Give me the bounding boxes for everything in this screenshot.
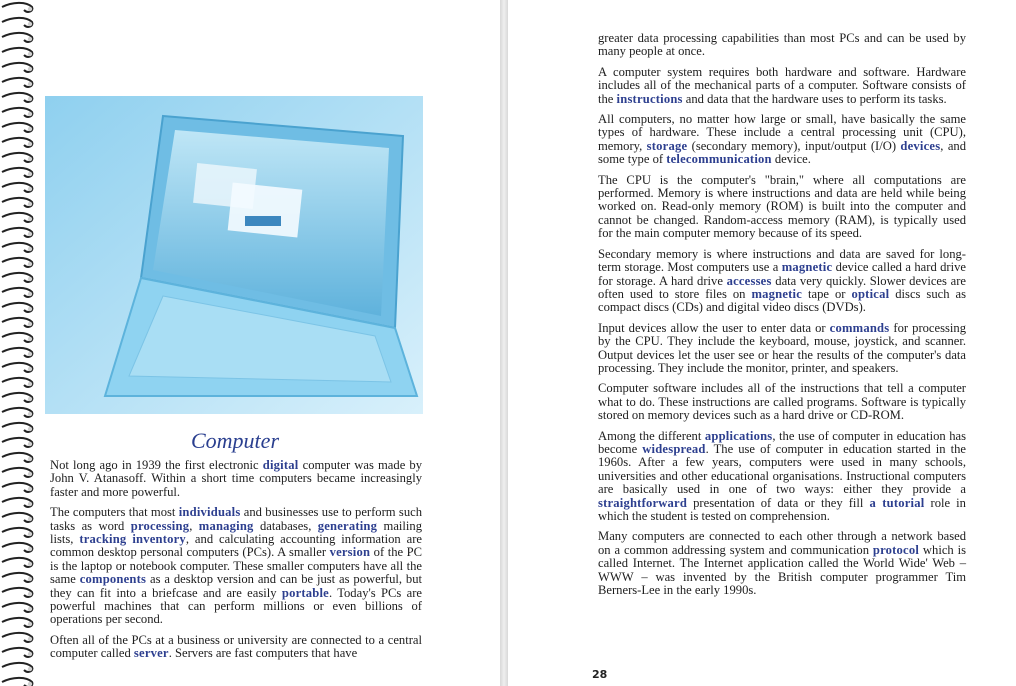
- text-run: . Servers are fast computers that have: [168, 646, 358, 661]
- keyword-highlight: accesses: [726, 273, 772, 288]
- binding-hole: [28, 622, 32, 626]
- paragraph: [598, 113, 966, 167]
- binding-hole: [28, 82, 32, 86]
- keyword-highlight: server: [133, 646, 169, 661]
- text-run: Many computers are connected to each other through a network based on a common addressing system and communication: [598, 529, 966, 557]
- binding-hole: [28, 487, 32, 491]
- spiral-binding: [0, 0, 40, 686]
- spiral-coil: [2, 573, 32, 582]
- binding-hole: [28, 172, 32, 176]
- text-run: which is called Internet. The Internet application called the World Wide' Web – WWW – was invented by the British computer programmer Tim Berners-Lee in the early 1990s.: [598, 542, 966, 598]
- chapter-title: Computer: [191, 428, 279, 453]
- paragraph: [598, 174, 966, 241]
- paragraph: [50, 506, 422, 627]
- spiral-coil: [2, 183, 32, 192]
- spiral-coil: [2, 408, 32, 417]
- book-gutter: [500, 0, 508, 686]
- spiral-coil: [2, 138, 32, 147]
- spiral-coil: [2, 123, 32, 132]
- spiral-coil: [2, 288, 32, 297]
- text-run: and businesses use to perform such tasks as word: [50, 505, 422, 533]
- paragraph: [50, 459, 422, 499]
- binding-hole: [28, 247, 32, 251]
- binding-hole: [28, 142, 32, 146]
- binding-hole: [28, 412, 32, 416]
- binding-hole: [28, 307, 32, 311]
- spiral-coil: [2, 348, 32, 357]
- spiral-coil: [2, 468, 32, 477]
- spiral-coil: [2, 3, 32, 12]
- binding-hole: [28, 592, 32, 596]
- text-run: The CPU is the computer's "brain," where all computations are performed. Memory is where instructions and data are held while being worked on. Read-only memory (ROM) is built into the computer and cannot be changed. Random-access memory (RAM), is typically used for the main computer memory because of its speed.: [598, 172, 966, 241]
- keyword-highlight: optical: [851, 286, 890, 301]
- text-run: , and calculating accounting information are common desktop personal computers (PCs). A smaller: [50, 532, 422, 560]
- binding-hole: [28, 127, 32, 131]
- text-run: mailing lists,: [50, 518, 422, 547]
- spiral-coil: [2, 318, 32, 327]
- keyword-highlight: instructions: [616, 91, 683, 106]
- keyword-highlight: magnetic: [781, 260, 833, 275]
- binding-hole: [28, 52, 32, 56]
- binding-hole: [28, 517, 32, 521]
- binding-hole: [28, 322, 32, 326]
- keyword-highlight: managing: [198, 518, 254, 533]
- binding-hole: [28, 187, 32, 191]
- text-run: device called a hard drive for storage. A hard drive: [598, 260, 967, 288]
- keyword-highlight: commands: [829, 320, 890, 335]
- spiral-coil: [2, 333, 32, 342]
- spiral-coil: [2, 33, 32, 42]
- binding-hole: [28, 607, 32, 611]
- text-run: . The use of computer in education started in the 1960s. After a few years, computers were used in many schools, universities and other educational organisations. Instructional computers are basically used in one of two ways: either they provide a: [598, 441, 966, 497]
- spiral-coil: [2, 663, 32, 672]
- spiral-coil: [2, 258, 32, 267]
- keyword-highlight: storage: [646, 138, 688, 153]
- text-run: , the use of computer in education has become: [598, 428, 966, 456]
- text-run: . Today's PCs are powerful machines that can perform millions or even billions of operations per second.: [50, 585, 422, 627]
- keyword-highlight: straightforward: [598, 495, 688, 510]
- spiral-coil: [2, 228, 32, 237]
- text-run: and data that the hardware uses to perform its tasks.: [682, 91, 947, 106]
- left-text-column: [50, 459, 422, 668]
- spiral-coil: [2, 18, 32, 27]
- binding-hole: [28, 37, 32, 41]
- binding-hole: [28, 577, 32, 581]
- binding-hole: [28, 217, 32, 221]
- paragraph: [598, 66, 966, 106]
- spiral-coil: [2, 198, 32, 207]
- text-run: presentation of data or they fill: [687, 495, 870, 510]
- text-run: greater data processing capabilities than most PCs and can be used by many people at once.: [598, 31, 966, 59]
- keyword-highlight: digital: [262, 458, 299, 472]
- text-run: All computers, no matter how large or small, have basically the same types of hardware. These include a central processing unit (CPU), memory,: [598, 112, 966, 153]
- binding-hole: [28, 337, 32, 341]
- spiral-coil: [2, 168, 32, 177]
- binding-hole: [28, 502, 32, 506]
- keyword-highlight: telecommunication: [666, 152, 772, 167]
- text-run: Input devices allow the user to enter data or: [598, 320, 830, 335]
- binding-hole: [28, 157, 32, 161]
- paragraph: [598, 430, 966, 524]
- spiral-coil: [2, 378, 32, 387]
- binding-hole: [28, 112, 32, 116]
- text-run: data very quickly. Slower devices are often used to store files on: [598, 273, 966, 301]
- spiral-coil: [2, 588, 32, 597]
- spiral-coil: [2, 498, 32, 507]
- text-run: as a desktop version and can be just as powerful, but they can fit into a briefcase and are easily: [50, 572, 422, 600]
- spiral-coil: [2, 453, 32, 462]
- binding-hole: [28, 277, 32, 281]
- binding-hole: [28, 382, 32, 386]
- text-run: Secondary memory is where instructions and data are saved for long-term storage. Most computers use a: [598, 246, 966, 275]
- spiral-coil: [2, 513, 32, 522]
- text-run: Among the different: [598, 428, 705, 443]
- text-run: device.: [771, 152, 811, 167]
- keyword-highlight: tracking: [79, 532, 127, 547]
- paragraph: [598, 322, 966, 376]
- binding-hole: [28, 532, 32, 536]
- keyword-highlight: applications: [704, 428, 773, 443]
- keyword-highlight: widespread: [642, 441, 706, 456]
- binding-hole: [28, 637, 32, 641]
- text-run: Computer software includes all of the instructions that tell a computer what to do. These instructions are called programs. Software is typically stored on memory devices such as a hard drive or CD-ROM.: [598, 381, 966, 423]
- binding-hole: [28, 547, 32, 551]
- spiral-coil: [2, 273, 32, 282]
- spiral-coil: [2, 603, 32, 612]
- keyword-highlight: a tutorial: [869, 495, 925, 510]
- binding-hole: [28, 67, 32, 71]
- spiral-coil: [2, 93, 32, 102]
- binding-hole: [28, 352, 32, 356]
- spiral-coil: [2, 243, 32, 252]
- binding-hole: [28, 202, 32, 206]
- spiral-coil: [2, 63, 32, 72]
- spiral-coil: [2, 528, 32, 537]
- binding-hole: [28, 562, 32, 566]
- spiral-coil: [2, 363, 32, 372]
- spiral-coil: [2, 303, 32, 312]
- binding-hole: [28, 457, 32, 461]
- spiral-coil: [2, 78, 32, 87]
- spiral-coil: [2, 153, 32, 162]
- page-number: 28: [592, 668, 608, 681]
- keyword-highlight: generating: [317, 518, 378, 533]
- binding-hole: [28, 397, 32, 401]
- text-run: computer was made by John V. Atanasoff. Within a short time computers became increasingly faster and more powerful.: [50, 458, 422, 499]
- keyword-highlight: portable: [281, 585, 329, 600]
- laptop-photo: [45, 96, 423, 414]
- text-run: Often all of the PCs at a business or university are connected to a central computer called: [50, 632, 422, 661]
- binding-hole: [28, 667, 32, 671]
- spiral-coil: [2, 483, 32, 492]
- keyword-highlight: processing: [130, 518, 190, 533]
- paragraph: [598, 530, 966, 597]
- keyword-highlight: protocol: [872, 542, 920, 557]
- keyword-highlight: components: [79, 572, 147, 587]
- spiral-coil: [2, 108, 32, 117]
- right-text-column: [598, 32, 966, 604]
- spiral-coil: [2, 648, 32, 657]
- paragraph: [598, 32, 966, 59]
- spiral-coil: [2, 393, 32, 402]
- binding-hole: [28, 22, 32, 26]
- text-run: tape or: [802, 286, 852, 301]
- left-page: [0, 0, 500, 686]
- keyword-highlight: magnetic: [751, 286, 803, 301]
- paragraph: [598, 248, 966, 315]
- binding-hole: [28, 472, 32, 476]
- binding-hole: [28, 232, 32, 236]
- text-run: A computer system requires both hardware and software. Hardware includes all of the mechanical parts of a computer. Software consists of the: [598, 64, 966, 106]
- spiral-coil: [2, 633, 32, 642]
- text-run: , and some type of: [598, 138, 967, 167]
- keyword-highlight: version: [329, 545, 371, 560]
- text-run: databases,: [253, 518, 318, 533]
- paragraph: [598, 382, 966, 422]
- binding-hole: [28, 682, 32, 686]
- keyword-highlight: inventory: [132, 532, 186, 547]
- binding-hole: [28, 652, 32, 656]
- binding-hole: [28, 262, 32, 266]
- keyword-highlight: individuals: [178, 505, 241, 520]
- binding-hole: [28, 367, 32, 371]
- spiral-coil: [2, 558, 32, 567]
- text-run: role in which the student is tested on comprehension.: [598, 495, 966, 523]
- binding-hole: [28, 7, 32, 11]
- binding-hole: [28, 292, 32, 296]
- spiral-coil: [2, 543, 32, 552]
- text-run: Not long ago in 1939 the first electronic: [50, 458, 263, 472]
- paragraph: [50, 634, 422, 661]
- binding-hole: [28, 97, 32, 101]
- spiral-coil: [2, 48, 32, 57]
- text-run: discs such as compact discs (CDs) and digital video discs (DVDs).: [598, 286, 967, 315]
- text-run: The computers that most: [50, 505, 179, 520]
- text-run: of the PC is the laptop or notebook computer. These smaller computers have all the same: [50, 545, 422, 587]
- spiral-coil: [2, 618, 32, 627]
- text-run: for processing by the CPU. They include the keyboard, mouse, joystick, and scanner. Output devices let the user see or hear the results of the computer's data processing. They include the monitor, printer, and speakers.: [598, 320, 967, 375]
- spiral-coil: [2, 678, 32, 686]
- text-run: ,: [189, 518, 199, 533]
- spiral-coil: [2, 213, 32, 222]
- keyword-highlight: devices: [900, 138, 941, 153]
- text-run: (secondary memory), input/output (I/O): [687, 138, 901, 153]
